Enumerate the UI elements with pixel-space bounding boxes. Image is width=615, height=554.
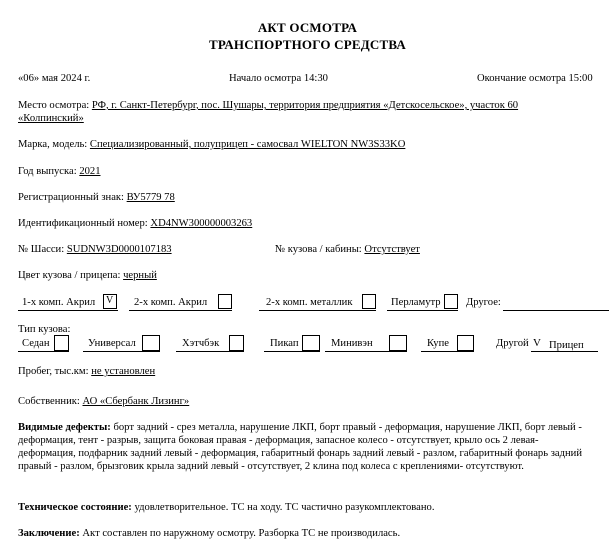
body-type-other-value: Прицеп: [549, 340, 584, 351]
defects-text: борт задний - срез металла, нарушение ЛКП, борт правый - деформация, нарушение ЛКП, борт левый - деформация, тент - разрыв, защита боковая правая - деформация, запасное колесо - отсутствует, крыло ось 2 левая- деформация, подфарник задний левый - деформация, габаритный фонарь задний левый - разлом, габаритный фонарь задний правый - разлом, брызговик крыла задний левый - отсутствует, 2 клина под колеса с креплениями- отсутствуют.: [18, 422, 582, 472]
mileage-row: [18, 366, 155, 377]
body-number-label: № кузова / кабины:: [275, 244, 362, 255]
paint-other-label: Другое:: [466, 297, 501, 308]
tech-row: [18, 502, 434, 513]
body-type-checkbox[interactable]: [54, 335, 69, 351]
color-label: Цвет кузова / прицепа:: [18, 270, 121, 281]
tech-label: Техническое состояние:: [18, 502, 132, 513]
mileage-value: не установлен: [91, 366, 156, 377]
paint-underline: [129, 310, 232, 311]
paint-underline: [387, 310, 458, 311]
owner-label: Собственник:: [18, 396, 80, 407]
owner-value: АО «Сбербанк Лизинг»: [82, 396, 190, 407]
paint-option-label: 1-х комп. Акрил: [22, 297, 96, 308]
body-type-option-label: Хэтчбэк: [182, 338, 220, 349]
body-type-other-label: Другой: [496, 338, 529, 349]
place-row: [18, 100, 518, 111]
inspection-date: «06» мая 2024 г.: [18, 73, 91, 84]
body-type-option-label: Купе: [427, 338, 449, 349]
year-row: [18, 166, 101, 177]
color-row: [18, 270, 157, 281]
brand-row: [18, 139, 405, 150]
check-mark: V: [106, 295, 114, 306]
place-value: РФ, г. Санкт-Петербург, пос. Шушары, территория предприятия «Детскосельское», участок 60: [91, 100, 519, 111]
body-type-underline: [421, 351, 474, 352]
body-number-value: Отсутствует: [364, 244, 420, 255]
vin-row: [18, 218, 252, 229]
chassis-row: [18, 244, 172, 255]
body-type-checkbox[interactable]: [142, 335, 160, 351]
inspection-start: [229, 73, 328, 84]
conclusion-text: Акт составлен по наружному осмотру. Разборка ТС не производилась.: [82, 528, 401, 539]
body-type-checkbox[interactable]: [229, 335, 244, 351]
place-label: Место осмотра:: [18, 100, 90, 111]
paint-option-checkbox[interactable]: [218, 294, 232, 309]
body-type-underline: [325, 351, 407, 352]
body-type-option-label: Минивэн: [331, 338, 373, 349]
body-type-underline: [18, 351, 69, 352]
body-type-option-label: Универсал: [88, 338, 136, 349]
body-type-option-label: Пикап: [270, 338, 299, 349]
owner-row: [18, 396, 189, 407]
body-type-underline: [264, 351, 320, 352]
body-type-label: Тип кузова:: [18, 324, 71, 335]
body-type-option-label: Седан: [22, 338, 50, 349]
color-value: черный: [123, 270, 157, 281]
tech-text: удовлетворительное. ТС на ходу. ТС частично разукомплектовано.: [134, 502, 435, 513]
mileage-label: Пробег, тыс.км:: [18, 366, 89, 377]
body-type-underline: [176, 351, 244, 352]
start-label: Начало осмотра: [229, 73, 302, 84]
body-type-checkbox[interactable]: [302, 335, 320, 351]
paint-option-checkbox[interactable]: [103, 294, 117, 309]
defects-paragraph: [18, 421, 598, 473]
year-label: Год выпуска:: [18, 166, 77, 177]
vin-label: Идентификационный номер:: [18, 218, 148, 229]
body-type-checkbox[interactable]: [389, 335, 407, 351]
paint-option-label: 2-х комп. Акрил: [134, 297, 208, 308]
paint-underline: [18, 310, 118, 311]
reg-label: Регистрационный знак:: [18, 192, 124, 203]
paint-underline: [259, 310, 376, 311]
body-type-checkbox[interactable]: [457, 335, 474, 351]
doc-title-line2: ТРАНСПОРТНОГО СРЕДСТВА: [208, 37, 406, 52]
body-type-underline: [83, 351, 160, 352]
paint-option-label: Перламутр: [391, 297, 441, 308]
place-value-cont: «Колпинский»: [18, 113, 84, 124]
paint-option-label: 2-х комп. металлик: [266, 297, 353, 308]
chassis-value: SUDNW3D0000107183: [66, 244, 172, 255]
doc-title-line1: АКТ ОСМОТРА: [257, 20, 358, 35]
brand-label: Марка, модель:: [18, 139, 88, 150]
paint-other-field[interactable]: [503, 310, 609, 311]
paint-option-checkbox[interactable]: [362, 294, 376, 309]
body-type-other-underline: [531, 351, 598, 352]
end-label: Окончание осмотра: [477, 73, 566, 84]
start-time: 14:30: [303, 73, 328, 84]
year-value: 2021: [79, 166, 101, 177]
brand-value: Специализированный, полуприцеп - самосвал WIELTON NW3S33KO: [89, 139, 406, 150]
chassis-label: № Шасси:: [18, 244, 65, 255]
paint-option-checkbox[interactable]: [444, 294, 458, 309]
inspection-end: [477, 73, 593, 84]
reg-value: ВУ5779 78: [126, 192, 175, 203]
check-mark: V: [533, 337, 541, 349]
end-time: 15:00: [568, 73, 593, 84]
defects-label: Видимые дефекты:: [18, 422, 111, 433]
body-number-row: [275, 244, 420, 255]
vin-value: XD4NW300000003263: [150, 218, 253, 229]
body-type-other-checkbox[interactable]: [531, 335, 546, 351]
reg-row: [18, 192, 175, 203]
conclusion-label: Заключение:: [18, 528, 80, 539]
conclusion-row: [18, 528, 400, 539]
